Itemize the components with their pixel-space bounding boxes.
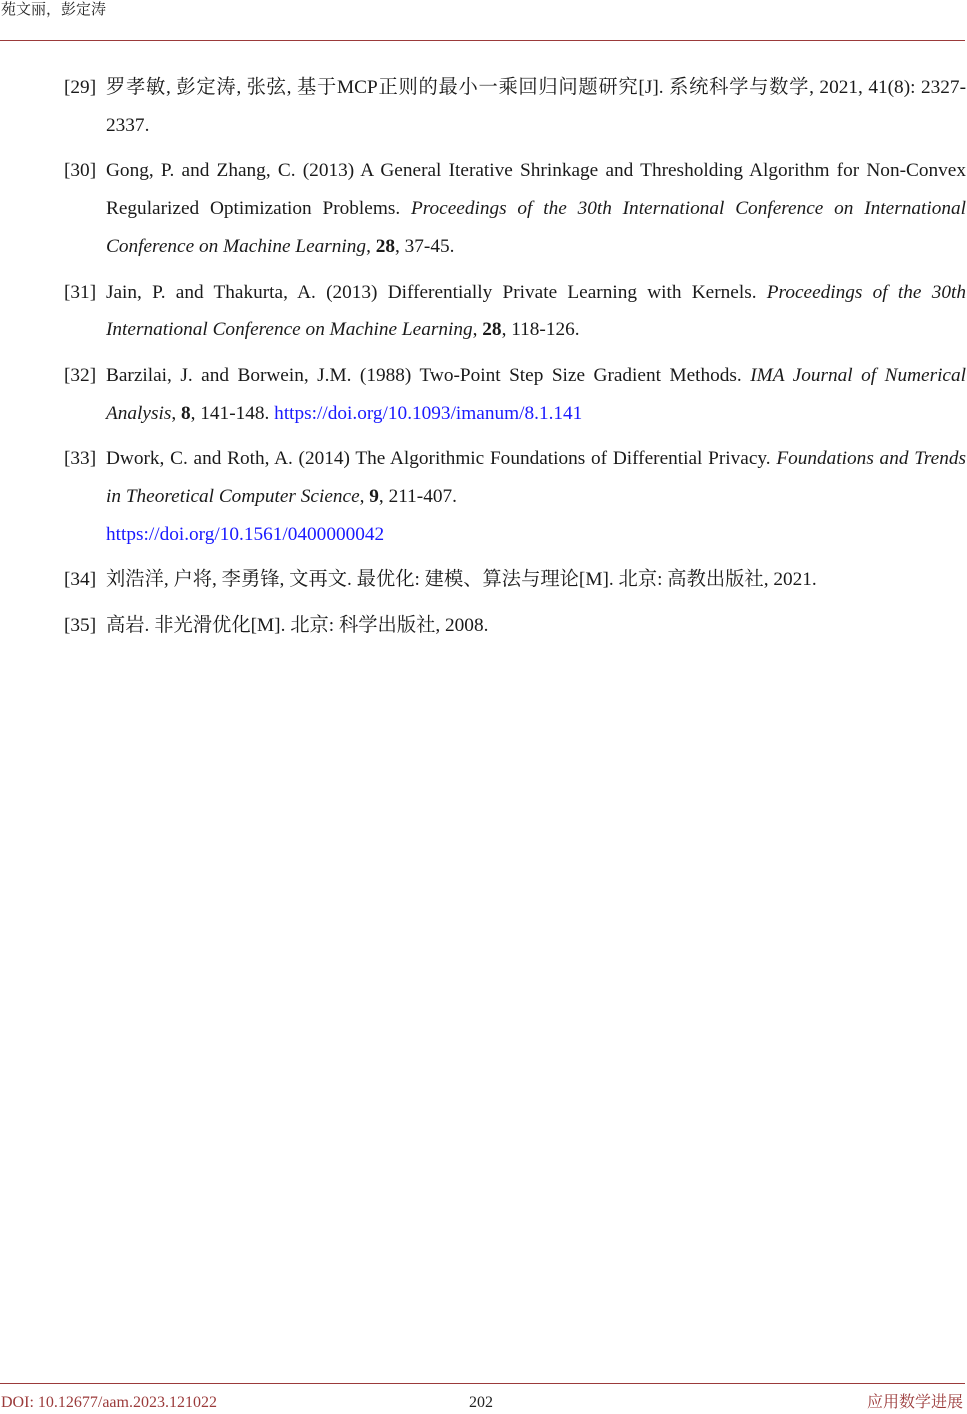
- reference-item: [64, 69, 966, 144]
- page-number: 202: [469, 1394, 493, 1411]
- reference-source-title: Proceedings of the 30th International Conference on Machine Learning: [106, 281, 966, 341]
- reference-item: [64, 440, 966, 553]
- reference-text: [106, 569, 817, 590]
- reference-text: [106, 448, 966, 553]
- reference-text-segment: 罗孝敏, 彭定涛, 张弦, 基于MCP正则的最小一乘回归问题研究[J]. 系统科学与数学, 2021, 41(8): 2327-2337.: [106, 77, 966, 136]
- reference-number: [31]: [64, 281, 97, 303]
- reference-source-title: Foundations and Trends in Theoretical Computer Science: [106, 448, 966, 508]
- reference-text-segment: Jain, P. and Thakurta, A. (2013) Differentially Private Learning with Kernels.: [106, 281, 767, 303]
- reference-text-segment: 刘浩洋, 户将, 李勇锋, 文再文. 最优化: 建模、算法与理论[M]. 北京: 高教出版社, 2021.: [106, 569, 817, 591]
- reference-text-segment: Gong, P. and Zhang, C. (2013) A General Iterative Shrinkage and Thresholding Algorithm for Non-Convex Regularized Optimization Problems.: [106, 160, 966, 220]
- footer-doi[interactable]: DOI: 10.12677/aam.2023.121022: [1, 1394, 217, 1411]
- reference-item: [64, 607, 966, 645]
- reference-item: [64, 561, 966, 599]
- reference-item: [64, 357, 966, 432]
- reference-text: [106, 282, 966, 341]
- header-rule: [0, 40, 965, 41]
- reference-item: [64, 274, 966, 349]
- journal-name: 应用数学进展: [866, 1394, 963, 1411]
- reference-number: [34]: [64, 569, 97, 591]
- reference-text: [106, 160, 966, 256]
- reference-number: [35]: [64, 615, 97, 637]
- reference-source-title: Proceedings of the 30th International Conference on International Conference on Machine Learning: [106, 198, 966, 257]
- reference-text: [106, 77, 966, 136]
- reference-text-segment: Dwork, C. and Roth, A. (2014) The Algorithmic Foundations of Differential Privacy.: [106, 448, 777, 470]
- doi-link[interactable]: https://doi.org/10.1093/imanum/8.1.141: [274, 402, 583, 424]
- reference-number: [29]: [64, 77, 97, 98]
- reference-text-segment: ,: [366, 235, 376, 257]
- reference-text-segment: Barzilai, J. and Borwein, J.M. (1988) Two-Point Step Size Gradient Methods.: [106, 364, 751, 386]
- reference-text-segment: , 141-148.: [190, 402, 275, 424]
- reference-number: [33]: [64, 448, 97, 470]
- running-head-authors: 苑文丽，彭定涛: [1, 2, 107, 18]
- reference-volume: 28: [375, 235, 395, 257]
- reference-text-segment: ,: [359, 486, 370, 508]
- reference-text: [106, 365, 966, 424]
- reference-text-segment: ,: [171, 402, 181, 424]
- reference-number: [32]: [64, 364, 97, 386]
- reference-item: [64, 152, 966, 265]
- reference-text-segment: , 118-126.: [501, 319, 580, 341]
- reference-list: [64, 69, 966, 653]
- reference-source-title: IMA Journal of Numerical Analysis: [106, 364, 966, 424]
- reference-volume: 28: [482, 319, 502, 341]
- doi-link[interactable]: https://doi.org/10.1561/0400000042: [106, 523, 385, 545]
- footer-rule: [0, 1383, 965, 1384]
- reference-text-segment: ,: [472, 319, 483, 341]
- reference-text-segment: , 211-407.: [378, 486, 457, 508]
- reference-text-segment: , 37-45.: [394, 235, 455, 257]
- reference-number: [30]: [64, 160, 97, 182]
- reference-text: [106, 615, 488, 636]
- reference-text-segment: 高岩. 非光滑优化[M]. 北京: 科学出版社, 2008.: [106, 615, 489, 637]
- reference-volume: 9: [369, 486, 379, 508]
- reference-volume: 8: [180, 402, 191, 424]
